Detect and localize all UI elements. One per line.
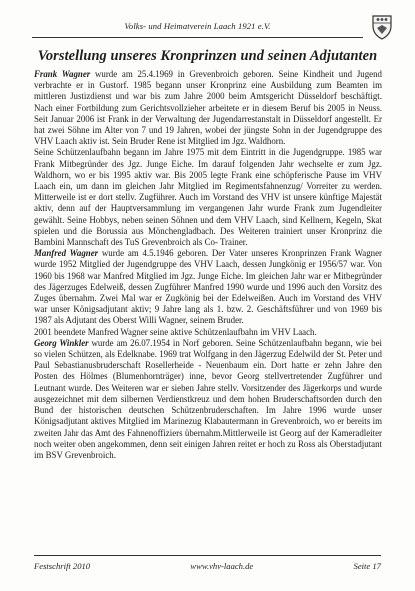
footer-website-link[interactable]: www.vhv-laach.de: [190, 561, 254, 571]
article-heading: Vorstellung unseres Kronprinzen und seinen Adjutanten: [37, 48, 378, 64]
paragraph-text: wurde am 26.07.1954 in Norf geboren. Seine Schützenlaufbahn begann, wie bei so vielen Schützen, als Edelknabe. 1969 trat Wolfgang in den Jägerzug Edelwild der St. Peter und Paul Sebastianusbruderschaft Rosellerheide - Neuenbaum ein. Dort hatte er zehn Jahre den Posten des Hölmes (Blumenhornträger) inne, bevor Georg stellvertretender Zugführer und Leutnant wurde. Des Weiteren war er sieben Jahre stellv. Vorsitzender des Jägerkorps und wurde ausgezeichnet mit dem silbernen Verdienstkreuz und dem hohen Bruderschaftsorden durch den Bund der historischen deutschen Schützenbruderschaften. Im Jahre 1996 wurde unser Königsadjutant aktives Mitglied im Marinezug Klabautermann in Grevenbroich, wo er bereits im zweiten Jahr das Amt des Fahnenoffiziers übernahm.Mittlerweile ist Georg auf der Kameradleiter noch weiter oben angekommen, denn seit einigen Jahren reitet er hoch zu Ross als Oberstadjutant im BSV Grevenbroich.: [34, 337, 382, 460]
paragraph-text: wurde am 4.5.1946 geboren. Der Vater unseres Kronprinzen Frank Wagner wurde 1952 Mitglied der Jugendgruppe des VHV Laach, dessen Jungkönig er 1956/57 war. Von 1960 bis 1968 war Manfred Mitglied im Jgz. Junge Eiche. Im gleichen Jahr war er Mitbegründer des Jägerzuges Edelweiß, dessen Zugführer Manfred 1990 wurde und 1996 auch den Vorsitz des Zuges übernahm. Zwei Mal war er Zugkönig bei der Edelweißen. Auch im Vorstand des VHV war unser Königsadjutant aktiv; 9 Jahre lang als 1. bzw. 2. Geschäftsführer und von 1969 bis 1987 als Adjutant des Oberst Willi Wagner, seinem Bruder.: [34, 248, 383, 326]
crest-icon: [371, 14, 393, 40]
header-title: Volks- und Heimatverein Laach 1921 e.V.: [124, 21, 271, 31]
paragraph-georg-winkler: [34, 338, 382, 461]
person-name: Georg Winkler: [34, 337, 89, 348]
page-number: Seite 17: [353, 561, 381, 571]
person-name: Frank Wagner: [34, 69, 91, 79]
person-name: Manfred Wagner: [34, 248, 99, 259]
paragraph-text: wurde am 25.4.1969 in Grevenbroich geboren. Seine Kindheit und Jugend verbrachte er in Gustorf. 1985 begann unser Kronprinz eine Ausbildung zum Beamten im mittleren Justizdienst und war bis zum Jahre 2000 beim Amtsgericht Düsseldorf beschäftigt. Nach einer Fortbildung zum Gerichtsvollzieher arbeitete er in diesem Beruf bis 2005 in Neuss. Seit Januar 2006 ist Frank in der Verwaltung der Jugendarrestanstalt in Düsseldorf angestellt. Er hat zwei Söhne im Alter von 7 und 19 Jahren, wobei der jüngste Sohn in der Jugendgruppe des VHV Laach aktiv ist. Sein Bruder Rene ist Mitglied im Jgz. Waldhorn.: [34, 69, 382, 147]
paragraph-frank-wagner: [34, 69, 382, 147]
article-body: [34, 69, 382, 461]
header-rule: [32, 37, 363, 38]
paragraph-schuetzenlaufbahn: Seine Schützenlaufbahn begann im Jahre 1975 mit dem Eintritt in die Jugendgruppe. 1985 war Frank Mitbegründer des Jgz. Junge Eiche. Im darauf folgenden Jahr wechselte er zum Jgz. Waldhorn, wo er bis 1995 aktiv war. Bis 2005 legte Frank eine schöpferische Pause im VHV Laach ein, um dann im gleichen Jahr Mitglied im Regimentsfahnenzug/ Vorreiter zu werden. Mitterweile ist er dort stellv. Zugführer. Auch im Vorstand des VHV ist unsere künftige Majestät aktiv, denn auf der Hauptversammlung im vergangenen Jahr wurde Frank zum Jugendleiter gewählt. Seine Hobbys, neben seinen Söhnen und dem VHV Laach, sind Kellnern, Kegeln, Skat spielen und die Borussia aus Mönchengladbach. Des Weiteren trainiert unser Kronprinz die Bambini Mannschaft des TuS Grevenbroich als Co- Trainer.: [34, 147, 382, 248]
footer-rule: [34, 555, 381, 556]
paragraph-manfred-end: 2001 beendete Manfred Wagner seine aktive Schützenlaufbahn im VHV Laach.: [34, 326, 317, 337]
page-footer: [34, 555, 381, 575]
page-header: [32, 18, 393, 44]
paragraph-manfred-wagner: [34, 248, 382, 326]
footer-publication: Festschrift 2010: [34, 561, 91, 571]
